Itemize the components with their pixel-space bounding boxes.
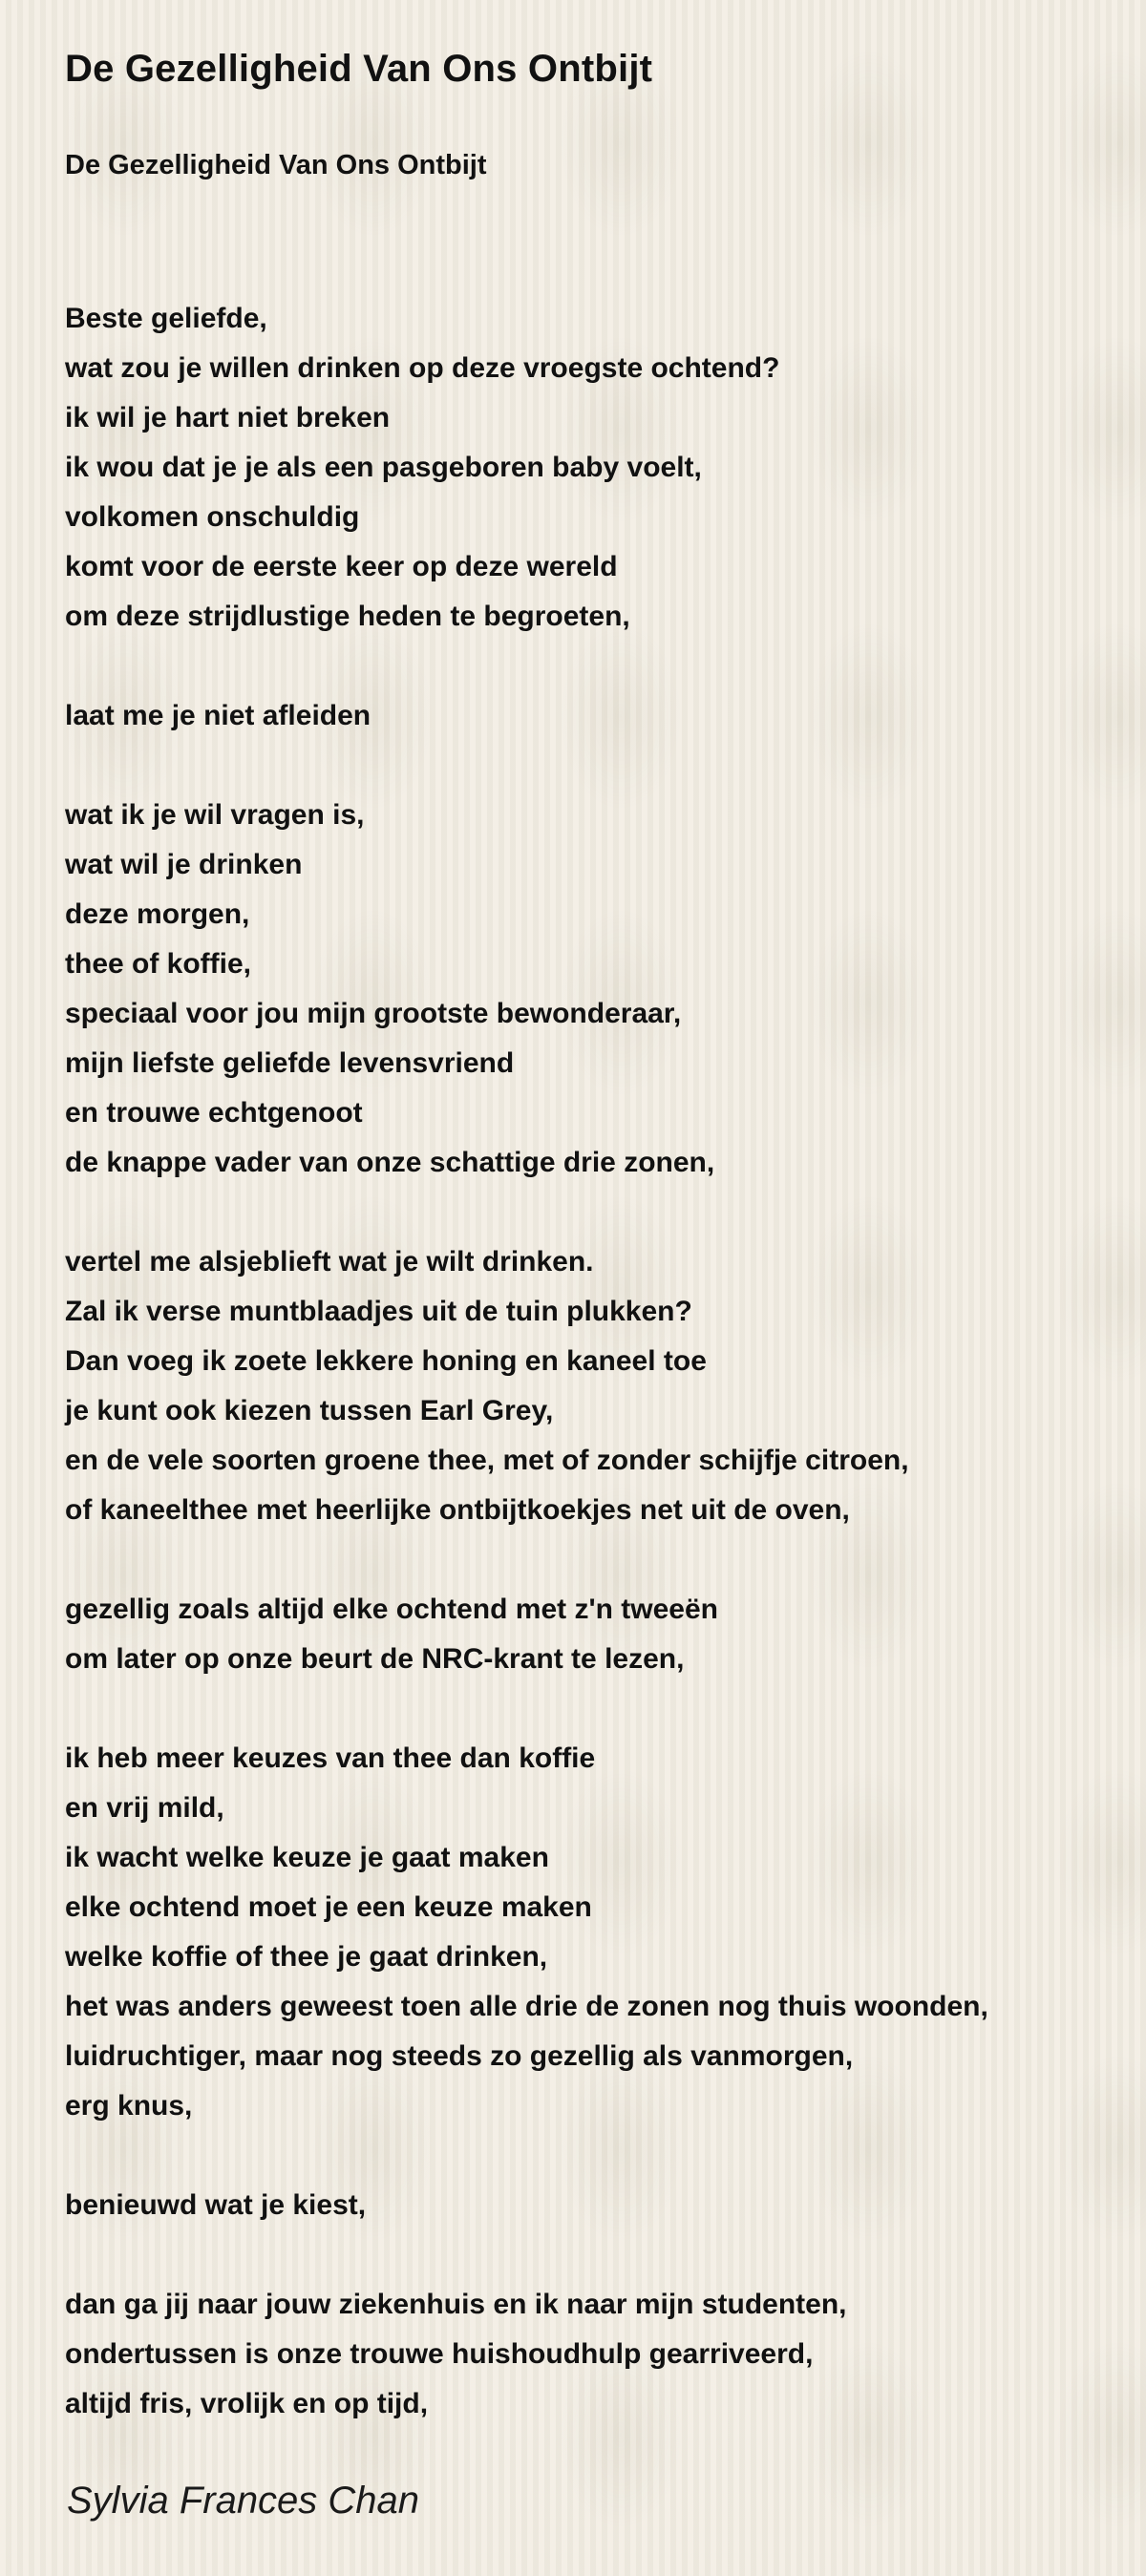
poem-line: wat wil je drinken	[65, 849, 303, 880]
poem-body	[65, 294, 1115, 2429]
stanza-break	[65, 741, 1115, 791]
poem-line: erg knus,	[65, 2090, 193, 2122]
poem-line: om deze strijdlustige heden te begroeten,	[65, 601, 630, 632]
poem-line: volkomen onschuldig	[65, 501, 360, 533]
stanza-break	[65, 642, 1115, 691]
poem-subtitle: De Gezelligheid Van Ons Ontbijt	[65, 150, 487, 180]
poem-line: wat zou je willen drinken op deze vroegste ochtend?	[65, 352, 780, 384]
stanza-break	[65, 1684, 1115, 1734]
poem-line: en de vele soorten groene thee, met of zonder schijfje citroen,	[65, 1445, 909, 1476]
poem-line: gezellig zoals altijd elke ochtend met z'n tweeën	[65, 1594, 718, 1625]
poem-line: de knappe vader van onze schattige drie zonen,	[65, 1147, 715, 1178]
poem-line: thee of koffie,	[65, 948, 252, 980]
poem-line: en vrij mild,	[65, 1792, 224, 1824]
poem-line: Beste geliefde,	[65, 303, 267, 334]
stanza-break	[65, 1535, 1115, 1585]
poem-line: mijn liefste geliefde levensvriend	[65, 1047, 515, 1079]
poem-line: vertel me alsjeblieft wat je wilt drinken.	[65, 1246, 594, 1277]
poem-line: laat me je niet afleiden	[65, 700, 371, 731]
stanza-break	[65, 2131, 1115, 2181]
poem-line: welke koffie of thee je gaat drinken,	[65, 1941, 548, 1973]
poem-author: Sylvia Frances Chan	[67, 2480, 420, 2522]
page-title: De Gezelligheid Van Ons Ontbijt	[65, 48, 653, 90]
poem-line: speciaal voor jou mijn grootste bewonderaar,	[65, 998, 682, 1029]
poem-line: ik heb meer keuzes van thee dan koffie	[65, 1742, 596, 1774]
poem-line: Dan voeg ik zoete lekkere honing en kaneel toe	[65, 1345, 707, 1377]
poem-line: je kunt ook kiezen tussen Earl Grey,	[65, 1395, 554, 1426]
poem-line: altijd fris, vrolijk en op tijd,	[65, 2388, 429, 2419]
stanza-break	[65, 1188, 1115, 1237]
poem-line: Zal ik verse muntblaadjes uit de tuin plukken?	[65, 1296, 692, 1327]
poem-line: ik wacht welke keuze je gaat maken	[65, 1842, 549, 1873]
poem-line: om later op onze beurt de NRC-krant te lezen,	[65, 1643, 685, 1675]
poem-line: het was anders geweest toen alle drie de zonen nog thuis woonden,	[65, 1991, 988, 2022]
poem-line: ik wil je hart niet breken	[65, 402, 391, 433]
poem-line: luidruchtiger, maar nog steeds zo gezellig als vanmorgen,	[65, 2040, 854, 2072]
poem-line: benieuwd wat je kiest,	[65, 2189, 367, 2221]
poem-line: deze morgen,	[65, 898, 250, 930]
stanza-break	[65, 2230, 1115, 2280]
poem-line: en trouwe echtgenoot	[65, 1097, 363, 1129]
poem-line: of kaneelthee met heerlijke ontbijtkoekjes net uit de oven,	[65, 1494, 850, 1526]
poem-line: dan ga jij naar jouw ziekenhuis en ik naar mijn studenten,	[65, 2289, 847, 2320]
poem-line: komt voor de eerste keer op deze wereld	[65, 551, 618, 582]
poem-line: ik wou dat je je als een pasgeboren baby voelt,	[65, 452, 702, 483]
poem-line: ondertussen is onze trouwe huishoudhulp gearriveerd,	[65, 2338, 814, 2370]
poem-line: wat ik je wil vragen is,	[65, 799, 365, 831]
poem-line: elke ochtend moet je een keuze maken	[65, 1891, 592, 1923]
